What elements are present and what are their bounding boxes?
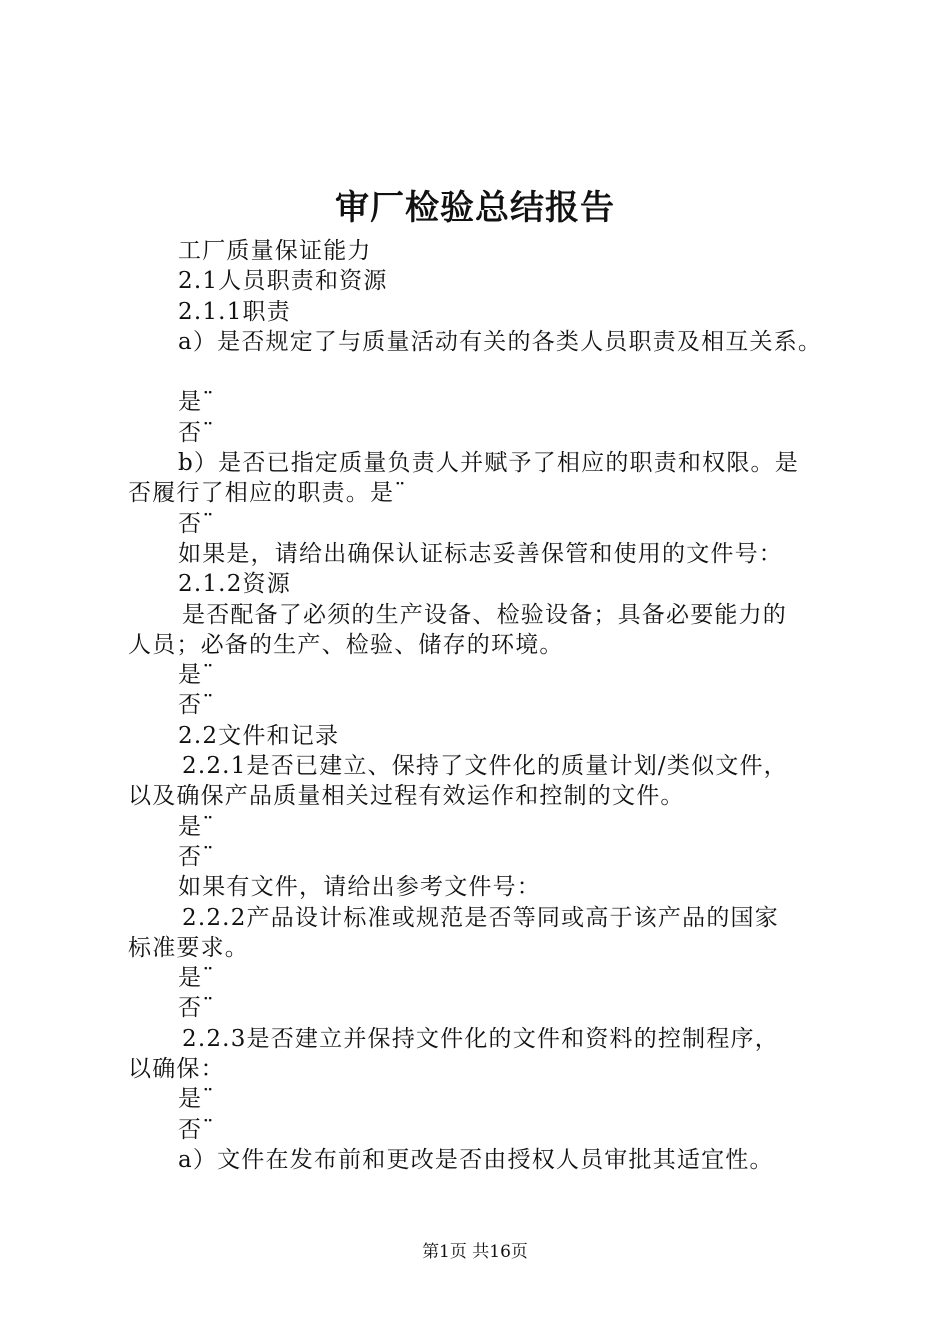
text-line: 是¨ (178, 813, 215, 840)
text-line: 以及确保产品质量相关过程有效运作和控制的文件。 (128, 783, 685, 810)
text-line: 否履行了相应的职责。是¨ (128, 480, 407, 507)
text-line: 否¨ (178, 419, 215, 446)
text-line: 否¨ (178, 1116, 215, 1143)
text-line: 标准要求。 (128, 934, 249, 961)
text-line: a）是否规定了与质量活动有关的各类人员职责及相互关系。 (178, 328, 823, 355)
text-line: 否¨ (178, 510, 215, 537)
blank-line (128, 357, 843, 387)
text-line: 2.1人员职责和资源 (178, 268, 388, 295)
text-line: 是¨ (178, 1086, 215, 1113)
text-line: 以确保： (128, 1056, 225, 1083)
document-body (128, 236, 843, 1175)
text-line: 2.1.1职责 (178, 298, 291, 325)
document-title: 审厂检验总结报告 (335, 188, 615, 228)
text-line: 2.2文件和记录 (178, 722, 340, 749)
text-line: 2.1.2资源 (178, 571, 291, 598)
text-line: 2.2.2产品设计标准或规范是否等同或高于该产品的国家 (182, 904, 779, 931)
text-line: 如果是，请给出确保认证标志妥善保管和使用的文件号： (178, 540, 783, 567)
text-line: 否¨ (178, 692, 215, 719)
text-line: a）文件在发布前和更改是否由授权人员审批其适宜性。 (178, 1146, 774, 1173)
text-line: 是¨ (178, 965, 215, 992)
text-line: 否¨ (178, 995, 215, 1022)
text-line: 否¨ (178, 843, 215, 870)
text-line: b）是否已指定质量负责人并赋予了相应的职责和权限。是 (178, 450, 799, 477)
text-line: 工厂质量保证能力 (178, 238, 372, 264)
text-line: 是¨ (178, 389, 215, 416)
text-line: 2.2.3是否建立并保持文件化的文件和资料的控制程序， (182, 1025, 779, 1052)
text-line: 2.2.1是否已建立、保持了文件化的质量计划/类似文件， (182, 753, 788, 780)
text-line: 是否配备了必须的生产设备、检验设备；具备必要能力的 (182, 601, 787, 628)
text-line: 如果有文件，请给出参考文件号： (178, 874, 541, 901)
text-line: 人员；必备的生产、检验、储存的环境。 (128, 631, 564, 658)
page-footer: 第1页 共16页 (422, 1242, 528, 1262)
text-line: 是¨ (178, 662, 215, 689)
